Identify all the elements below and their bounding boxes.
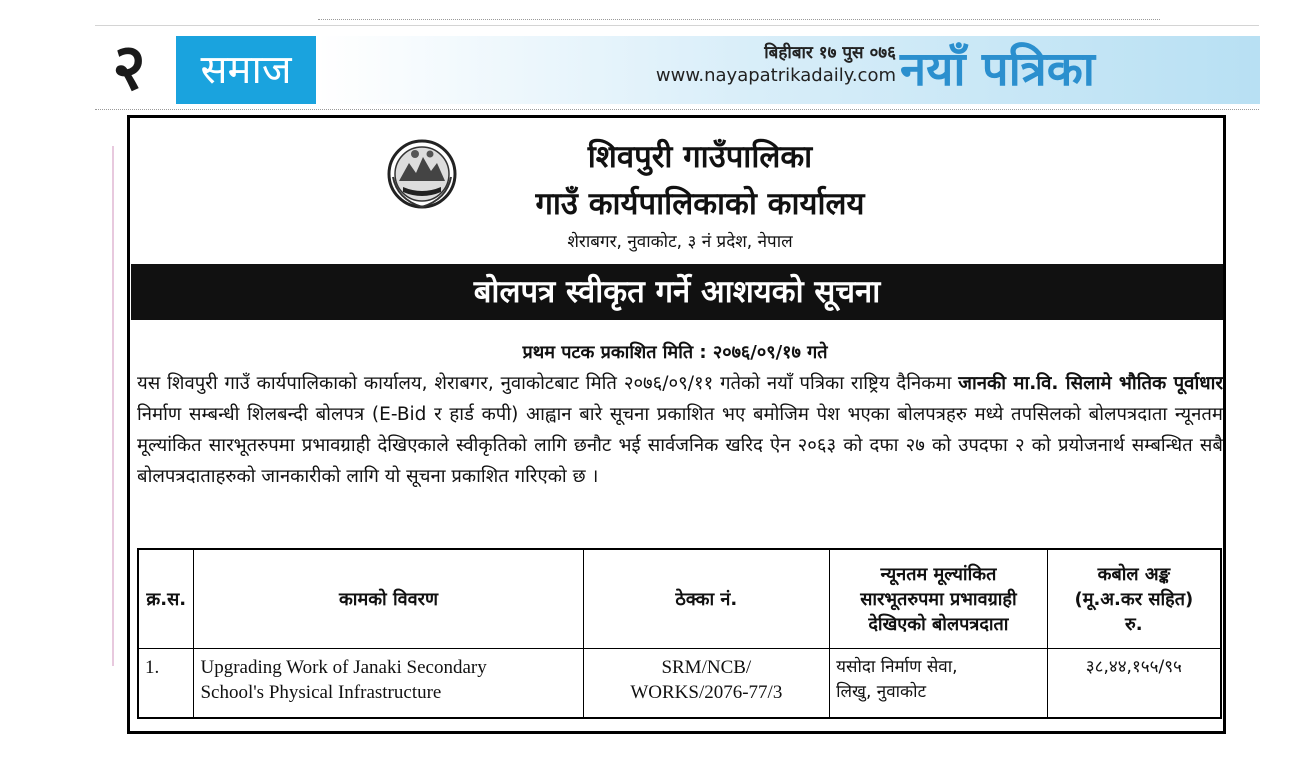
section-label: समाज bbox=[176, 36, 316, 104]
col-header-description: कामको विवरण bbox=[194, 549, 583, 649]
header-top-rule bbox=[318, 19, 1160, 20]
organization-name: शिवपुरी गाउँपालिका bbox=[587, 139, 813, 175]
table-row bbox=[138, 649, 1221, 719]
cell-description-line2: School's Physical Infrastructure bbox=[200, 682, 442, 703]
cell-bidder-line2: लिखु, नुवाकोट bbox=[836, 682, 927, 702]
cell-description-line1: Upgrading Work of Janaki Secondary bbox=[200, 657, 487, 678]
bid-result-table bbox=[137, 548, 1222, 719]
cell-bidder bbox=[830, 649, 1048, 719]
col-header-amount bbox=[1047, 549, 1221, 649]
notice-body-part1: यस शिवपुरी गाउँ कार्यपालिकाको कार्यालय, शेराबगर, नुवाकोटबाट मिति २०७६/०९/११ गतेको नयाँ पत्रिका राष्ट्रिय दैनिकमा bbox=[137, 373, 959, 394]
col-header-bidder-line1: न्यूनतम मूल्यांकित bbox=[880, 563, 997, 585]
col-header-amount-line1: कबोल अङ्क bbox=[1097, 563, 1171, 585]
col-header-bidder bbox=[830, 549, 1048, 649]
col-header-amount-line2: (मू.अ.कर सहित) bbox=[1074, 588, 1194, 610]
page-number: २ bbox=[112, 30, 146, 105]
col-header-bidder-line3: देखिएको बोलपत्रदाता bbox=[868, 613, 1009, 635]
cell-description bbox=[194, 649, 583, 719]
notice-body bbox=[137, 368, 1223, 492]
col-header-bidder-line2: सारभूतरुपमा प्रभावग्राही bbox=[860, 588, 1017, 610]
publication-date: प्रथम पटक प्रकाशित मिति : २०७६/०९/१७ गते bbox=[522, 342, 828, 363]
margin-guide-line bbox=[112, 146, 114, 666]
issue-date: बिहीबार १७ पुस ०७६ bbox=[764, 43, 896, 63]
cell-amount: ३८,४४,१५५/९५ bbox=[1047, 649, 1221, 719]
website-url: www.nayapatrikadaily.com bbox=[655, 65, 896, 86]
cell-contract-line1: SRM/NCB/ bbox=[661, 657, 752, 678]
col-header-amount-line3: रु. bbox=[1125, 613, 1143, 635]
notice-body-part2: निर्माण सम्बन्धी शिलबन्दी बोलपत्र (E-Bid र हार्ड कपी) आह्वान बारे सूचना प्रकाशित भए बमोजिम पेश भएका बोलपत्रहरु मध्ये तपसिलको बोलपत्रदाता न्यूनतम मूल्यांकित सारभूतरुपमा प्रभावग्राही देखिएकाले स्वीकृतिको लागि छनौट भई सार्वजनिक खरिद ऐन २०६३ को दफा २७ को उपदफा २ को प्रयोजनार्थ सम्बन्धित सबै बोलपत्रदाताहरुको जानकारीको लागि यो सूचना प्रकाशित गरिएको छ । bbox=[137, 404, 1223, 487]
cell-contract-line2: WORKS/2076-77/3 bbox=[630, 682, 783, 703]
table-header-row bbox=[138, 549, 1221, 649]
header-bottom-rule bbox=[95, 109, 1259, 110]
office-address: शेराबगर, नुवाकोट, ३ नं प्रदेश, नेपाल bbox=[567, 232, 793, 252]
notice-title: बोलपत्र स्वीकृत गर्ने आशयको सूचना bbox=[473, 274, 881, 310]
cell-bidder-line1: यसोदा निर्माण सेवा, bbox=[836, 657, 958, 677]
newspaper-masthead: नयाँ पत्रिका bbox=[900, 42, 1095, 97]
header-top-rule-light bbox=[95, 25, 1259, 26]
col-header-sn: क्र.स. bbox=[138, 549, 194, 649]
cell-contract-no bbox=[583, 649, 830, 719]
col-header-contract-no: ठेक्का नं. bbox=[583, 549, 830, 649]
notice-body-project-name: जानकी मा.वि. सिलामे भौतिक पूर्वाधार bbox=[958, 373, 1223, 394]
office-name: गाउँ कार्यपालिकाको कार्यालय bbox=[535, 186, 865, 222]
cell-sn: 1. bbox=[138, 649, 194, 719]
